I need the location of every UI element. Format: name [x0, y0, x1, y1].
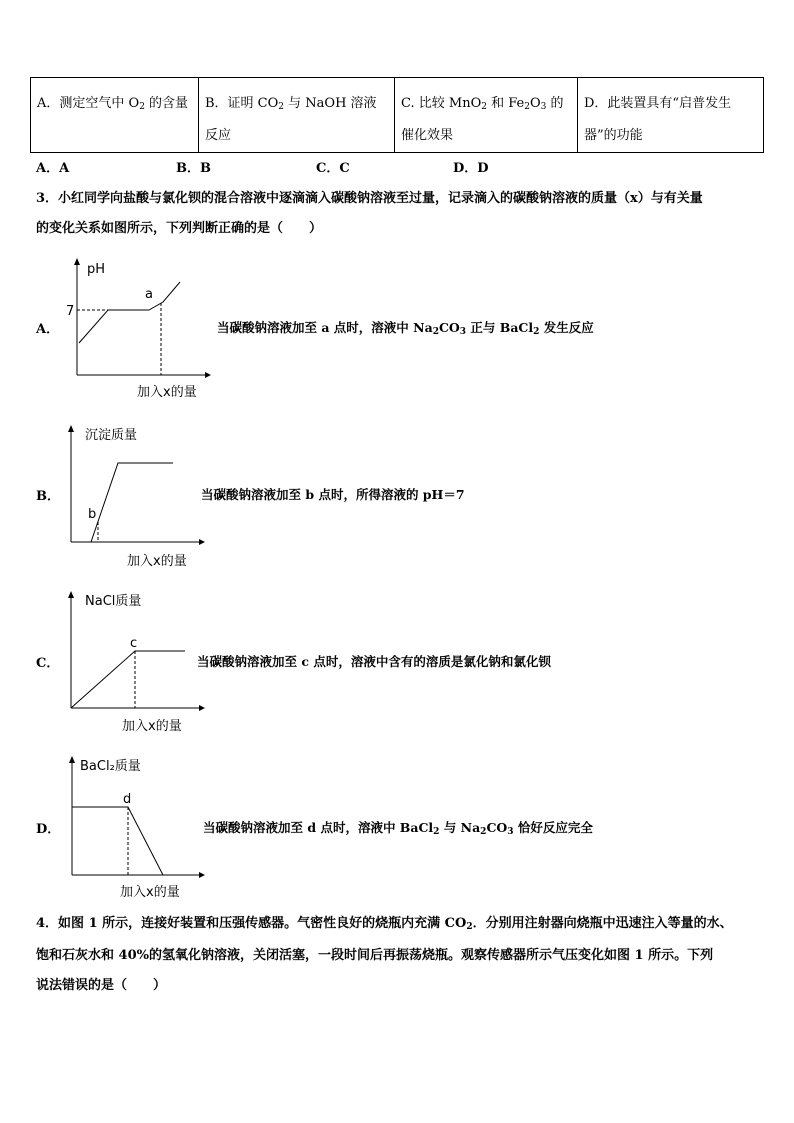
x-axis-arrow [199, 539, 205, 545]
q4-line-2: 饱和石灰水和 40%的氢氧化钠溶液，关闭活塞，一段时间后再振荡烧瓶。观察传感器所示气压变化如图 1 所示。下列 [36, 948, 714, 963]
q4-line-3: 说法错误的是（ ） [36, 978, 167, 993]
y-axis-label: 沉淀质量 [85, 428, 138, 443]
q4-line-1: 4．如图 1 所示，连接好装置和压强传感器。气密性良好的烧瓶内充满 $CO_2$．分别用注射器向烧瓶中迅速注入等量的水、 [36, 916, 733, 932]
option-b-desc: 当碳酸钠溶液加至 b 点时，所得溶液的 pH＝7 [201, 487, 465, 502]
y-axis-label: pH [87, 262, 106, 277]
tick-7: 7 [66, 304, 75, 319]
graph-d [55, 751, 215, 901]
point-d-label: d [123, 792, 132, 807]
option-d-desc: 当碳酸钠溶液加至 d 点时，溶液中 BaCl$_2$ 与 $Na_2CO_3$ 恰好反应完全 [203, 820, 593, 837]
y-axis-label: NaCl质量 [85, 594, 142, 609]
y-axis-label: BaCl₂质量 [80, 759, 141, 774]
x-axis-label: 加入x的量 [137, 385, 197, 400]
option-a-label[interactable]: A． [36, 322, 60, 337]
graph-b [55, 420, 215, 570]
choice-c[interactable]: C．C [316, 161, 350, 176]
q3-line-2: 的变化关系如图所示，下列判断正确的是（ ） [36, 221, 323, 236]
point-a-label: a [145, 287, 153, 302]
x-axis-label: 加入x的量 [120, 885, 180, 900]
x-axis-label: 加入x的量 [127, 554, 187, 569]
table-cell-b: B．证明 $CO_2$ 与 NaOH 溶液反应 [199, 78, 395, 153]
x-axis-arrow [199, 872, 205, 878]
option-b-label[interactable]: B． [36, 489, 60, 504]
options-table [30, 77, 764, 153]
option-d-label[interactable]: D． [36, 822, 61, 837]
choice-b[interactable]: B．B [176, 161, 211, 176]
table-cell-a: A．测定空气中 $O_2$ 的含量 [31, 78, 199, 153]
option-c-desc: 当碳酸钠溶液加至 c 点时，溶液中含有的溶质是氯化钠和氯化钡 [197, 654, 551, 669]
option-c-label[interactable]: C． [36, 656, 60, 671]
y-axis-arrow [69, 756, 75, 763]
table-cell-c: C. 比较 MnO$_2$ 和 $Fe_2O_3$ 的催化效果 [395, 78, 578, 153]
point-b-label: b [88, 507, 97, 522]
precipitate-curve [91, 463, 173, 542]
ph-curve [79, 282, 180, 343]
option-a-desc: 当碳酸钠溶液加至 a 点时，溶液中 $Na_2CO_3$ 正与 BaCl$_2$ 发生反应 [217, 320, 594, 337]
y-axis-arrow [68, 425, 74, 432]
nacl-curve [71, 651, 185, 708]
y-axis-arrow [68, 591, 74, 598]
choice-a[interactable]: A．A [36, 161, 70, 176]
x-axis-arrow [199, 705, 205, 711]
graph-c [55, 586, 215, 736]
x-axis-label: 加入x的量 [122, 719, 182, 734]
y-axis-arrow [74, 258, 80, 265]
table-cell-d: D．此装置具有“启普发生器”的功能 [578, 78, 764, 153]
choice-d[interactable]: D．D [453, 161, 489, 176]
q3-line-1: 3．小红同学向盐酸与氯化钡的混合溶液中逐滴滴入碳酸钠溶液至过量，记录滴入的碳酸钠溶液的质量（x）与有关量 [36, 191, 703, 206]
x-axis-arrow [205, 372, 211, 378]
bacl2-curve [72, 807, 163, 875]
graph-a [55, 255, 215, 405]
point-c-label: c [130, 636, 138, 651]
